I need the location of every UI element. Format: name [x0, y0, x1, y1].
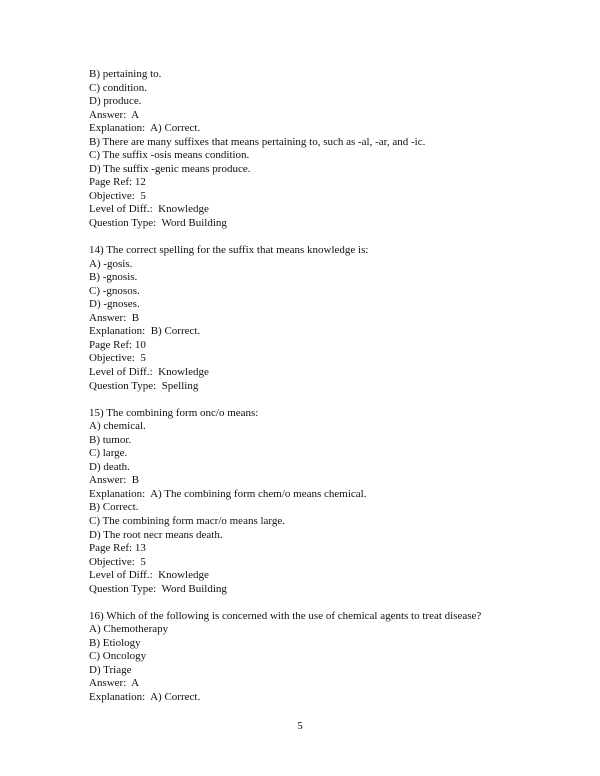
option-a: A) Chemotherapy: [89, 623, 169, 636]
question-block-14: [89, 244, 559, 393]
page-content: [89, 68, 559, 705]
answer-line: Answer: B: [89, 474, 140, 487]
question-block-15: [89, 407, 559, 597]
question-type-line: Question Type: Word Building: [89, 217, 227, 230]
question-stem: 15) The combining form onc/o means:: [89, 406, 259, 419]
option-b: B) -gnosis.: [89, 271, 138, 284]
objective-line: Objective: 5: [89, 555, 146, 568]
explanation-line: Explanation: B) Correct.: [89, 325, 201, 338]
explanation-d-line: D) The root necr means death.: [89, 528, 223, 541]
objective-line: Objective: 5: [89, 189, 146, 202]
objective-line: Objective: 5: [89, 352, 146, 365]
page-ref-line: Page Ref: 10: [89, 338, 146, 351]
option-d: D) Triage: [89, 663, 132, 676]
option-b: B) tumor.: [89, 433, 132, 446]
option-c: C) condition.: [89, 81, 148, 94]
explanation-line: Explanation: A) Correct.: [89, 691, 201, 704]
page-number: 5: [297, 720, 303, 732]
option-c: C) Oncology: [89, 650, 147, 663]
answer-line: Answer: A: [89, 108, 140, 121]
option-d: D) produce.: [89, 95, 142, 108]
option-c: C) large.: [89, 447, 128, 460]
level-of-difficulty-line: Level of Diff.: Knowledge: [89, 203, 209, 216]
explanation-line: Explanation: A) The combining form chem/o means chemical.: [89, 487, 367, 500]
question-type-line: Question Type: Spelling: [89, 379, 199, 392]
block-spacer: [89, 596, 559, 610]
option-d: D) -gnoses.: [89, 298, 140, 311]
option-a: A) -gosis.: [89, 257, 133, 270]
question-block-13-continued: [89, 68, 559, 231]
option-a: A) chemical.: [89, 420, 146, 433]
level-of-difficulty-line: Level of Diff.: Knowledge: [89, 365, 209, 378]
question-stem: 16) Which of the following is concerned with the use of chemical agents to treat disease?: [89, 609, 482, 622]
block-spacer: [89, 393, 559, 407]
explanation-c-line: C) The combining form macr/o means large.: [89, 514, 286, 527]
option-d: D) death.: [89, 460, 130, 473]
answer-line: Answer: B: [89, 311, 140, 324]
page-ref-line: Page Ref: 13: [89, 542, 146, 555]
explanation-b-line: B) Correct.: [89, 501, 139, 514]
option-c: C) -gnosos.: [89, 284, 140, 297]
question-stem: 14) The correct spelling for the suffix that means knowledge is:: [89, 244, 369, 257]
explanation-d-line: D) The suffix -genic means produce.: [89, 162, 251, 175]
option-b: B) Etiology: [89, 636, 141, 649]
level-of-difficulty-line: Level of Diff.: Knowledge: [89, 569, 209, 582]
explanation-c-line: C) The suffix -osis means condition.: [89, 149, 250, 162]
explanation-line: Explanation: A) Correct.: [89, 122, 201, 135]
explanation-b-line: B) There are many suffixes that means pertaining to, such as -al, -ar, and -ic.: [89, 135, 426, 148]
page-ref-line: Page Ref: 12: [89, 176, 146, 189]
block-spacer: [89, 231, 559, 245]
option-b: B) pertaining to.: [89, 68, 162, 80]
question-block-16: [89, 610, 559, 705]
question-type-line: Question Type: Word Building: [89, 582, 227, 595]
answer-line: Answer: A: [89, 677, 140, 690]
